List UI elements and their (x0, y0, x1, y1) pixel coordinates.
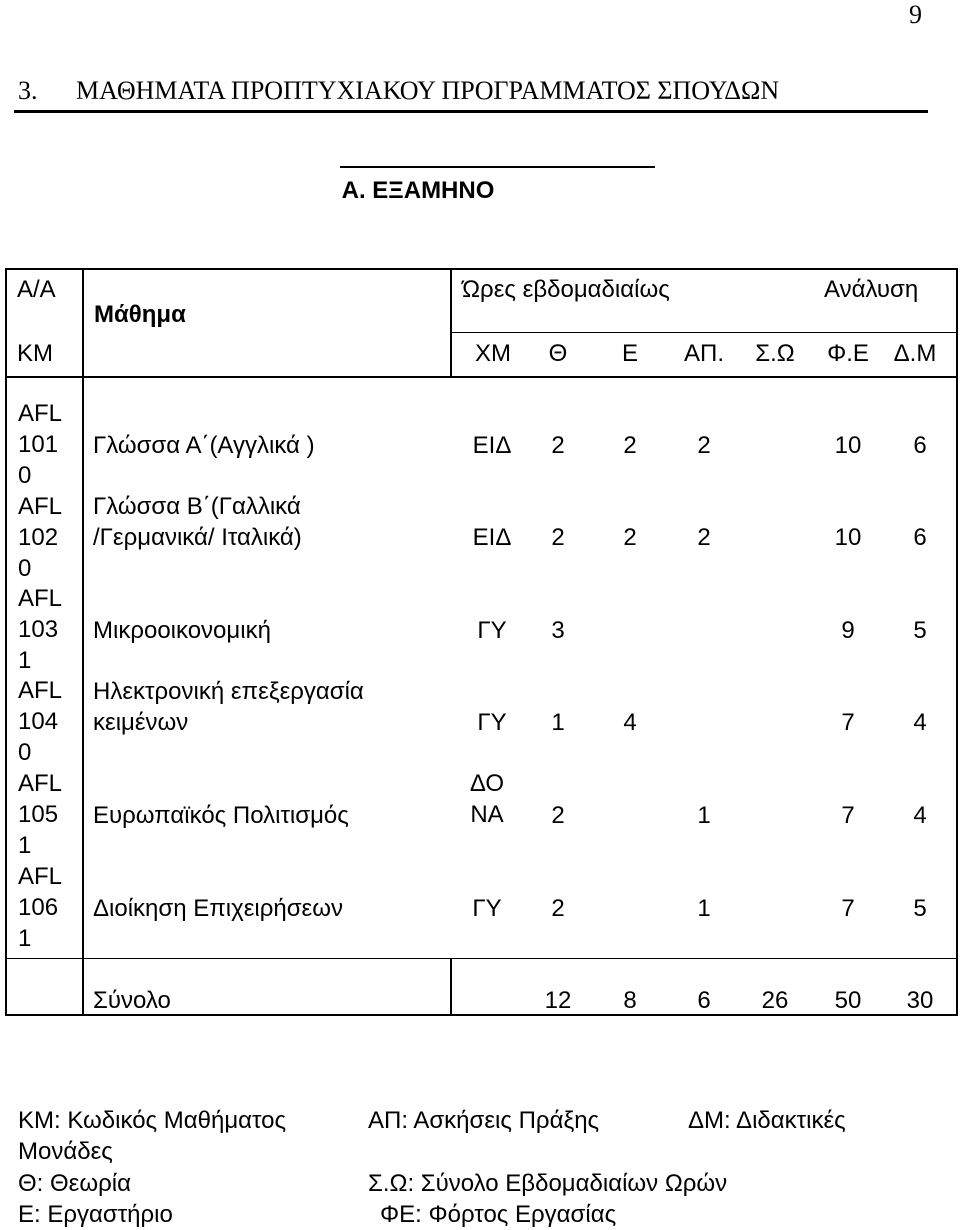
total-lab: 8 (623, 987, 637, 1014)
total-weekly-hours: 26 (761, 987, 789, 1014)
row-5-code-part: 105 (18, 801, 59, 828)
total-workload: 50 (834, 987, 862, 1014)
total-theory: 12 (544, 987, 572, 1014)
semester-title: Α. ΕΞΑΜΗΝΟ (341, 177, 495, 204)
row-5-subject: Ευρωπαϊκός Πολιτισμός (93, 802, 349, 829)
row-5-practice: 1 (697, 802, 711, 829)
legend-sw: Σ.Ω: Σύνολο Εβδομαδιαίων Ωρών (368, 1170, 728, 1197)
row-1-subject: Γλώσσα Α΄(Αγγλικά ) (93, 432, 315, 459)
table-border-right (956, 268, 958, 1016)
total-label: Σύνολο (93, 987, 171, 1014)
header-km: ΚΜ (17, 340, 53, 367)
row-5-code (18, 769, 62, 860)
hours-column-divider (450, 268, 452, 378)
row-2-subject-line: /Γερμανικά/ Ιταλικά) (93, 524, 302, 551)
header-subdivider (450, 332, 958, 333)
row-1-lab: 2 (623, 432, 637, 459)
header-col-dm: Δ.Μ (893, 340, 937, 367)
legend-theta: Θ: Θεωρία (18, 1170, 131, 1197)
row-2-practice: 2 (697, 524, 711, 551)
row-6-subject: Διοίκηση Επιχειρήσεων (93, 895, 343, 922)
page-number: 9 (909, 0, 922, 29)
header-analysis: Ανάλυση (824, 276, 919, 303)
row-1-code-part: 0 (18, 462, 32, 489)
row-4-type: ΓΥ (477, 709, 507, 736)
row-3-code (18, 584, 62, 675)
row-5-type (462, 769, 512, 829)
row-2-lab: 2 (623, 524, 637, 551)
row-3-code-part: 1 (18, 647, 32, 674)
header-divider (5, 376, 958, 378)
legend-km: ΚΜ: Κωδικός Μαθήματος (18, 1107, 287, 1134)
row-4-lab: 4 (623, 709, 637, 736)
row-3-type: ΓΥ (477, 617, 507, 644)
row-4-subject-line: κειμένων (93, 709, 189, 736)
row-1-type: ΕΙΔ (472, 432, 512, 459)
row-6-workload: 7 (841, 895, 855, 922)
row-6-code-part: 106 (18, 894, 59, 921)
legend-dm: ΔΜ: Διδακτικές (688, 1107, 846, 1134)
row-3-credits: 5 (913, 617, 927, 644)
row-6-code (18, 862, 62, 953)
row-1-workload: 10 (834, 432, 862, 459)
total-row-divider (5, 958, 958, 959)
row-5-type-line: ΝΑ (470, 801, 504, 828)
row-5-theory: 2 (551, 802, 565, 829)
row-2-code-part: 102 (18, 524, 59, 551)
row-1-code-part: AFL (18, 400, 63, 427)
legend-ap: ΑΠ: Ασκήσεις Πράξης (368, 1107, 600, 1134)
row-2-code-part: AFL (18, 493, 63, 520)
total-credits: 30 (906, 987, 934, 1014)
header-hours: Ώρες εβδομαδιαίως (462, 276, 670, 303)
row-3-code-part: 103 (18, 616, 59, 643)
row-2-code-part: 0 (18, 555, 32, 582)
row-6-type: ΓΥ (472, 895, 502, 922)
row-1-credits: 6 (913, 432, 927, 459)
row-5-type-line: ΔΟ (469, 770, 505, 797)
code-column-divider (82, 268, 84, 1016)
row-3-theory: 3 (551, 617, 565, 644)
row-2-credits: 6 (913, 524, 927, 551)
header-col-fe: Φ.Ε (827, 340, 869, 367)
title-underline (14, 110, 928, 113)
table-border-left (5, 268, 7, 1016)
row-6-credits: 5 (913, 895, 927, 922)
row-4-subject (93, 677, 364, 737)
row-3-workload: 9 (841, 617, 855, 644)
legend-dm-continued: Μονάδες (18, 1138, 113, 1165)
header-col-sw: Σ.Ω (755, 340, 795, 367)
table-border-top (5, 268, 958, 270)
row-2-theory: 2 (551, 524, 565, 551)
row-2-workload: 10 (834, 524, 862, 551)
header-subject: Μάθημα (94, 301, 186, 328)
header-col-ap: ΑΠ. (683, 340, 724, 367)
total-row-left-divider (450, 958, 452, 1016)
header-aa: Α/Α (17, 276, 56, 303)
row-1-code (18, 399, 62, 490)
header-col-th: Θ (548, 340, 568, 367)
legend-fe: ΦΕ: Φόρτος Εργασίας (380, 1201, 617, 1228)
row-1-practice: 2 (697, 432, 711, 459)
row-6-code-part: AFL (18, 863, 63, 890)
legend-e: Ε: Εργαστήριο (18, 1201, 173, 1228)
row-1-code-part: 101 (18, 431, 59, 458)
total-practice: 6 (697, 987, 711, 1014)
row-5-code-part: AFL (18, 770, 63, 797)
row-2-code (18, 492, 62, 583)
row-3-code-part: AFL (18, 585, 63, 612)
row-4-workload: 7 (841, 709, 855, 736)
row-4-subject-line: Ηλεκτρονική επεξεργασία (93, 678, 364, 705)
row-1-theory: 2 (551, 432, 565, 459)
row-5-code-part: 1 (18, 832, 32, 859)
row-5-workload: 7 (841, 802, 855, 829)
row-6-theory: 2 (551, 895, 565, 922)
section-number: 3. (18, 76, 38, 105)
row-4-theory: 1 (551, 709, 565, 736)
row-2-subject-line: Γλώσσα Β΄(Γαλλικά (93, 493, 301, 520)
row-2-type: ΕΙΔ (472, 524, 512, 551)
row-4-code-part: 0 (18, 739, 32, 766)
row-3-subject: Μικροοικονομική (93, 617, 271, 644)
row-6-code-part: 1 (18, 925, 32, 952)
section-heading (18, 76, 779, 106)
row-4-code-part: 104 (18, 708, 59, 735)
section-title: ΜΑΘΗΜΑΤΑ ΠΡΟΠΤΥΧΙΑΚΟΥ ΠΡΟΓΡΑΜΜΑΤΟΣ ΣΠΟΥΔΩΝ (76, 76, 780, 105)
row-6-practice: 1 (697, 895, 711, 922)
row-2-subject (93, 492, 302, 552)
header-col-xm: ΧΜ (475, 340, 511, 367)
row-5-credits: 4 (913, 802, 927, 829)
header-col-e: Ε (621, 340, 638, 367)
row-4-code-part: AFL (18, 677, 63, 704)
row-4-credits: 4 (913, 709, 927, 736)
semester-rule (340, 166, 655, 168)
row-4-code (18, 676, 62, 767)
